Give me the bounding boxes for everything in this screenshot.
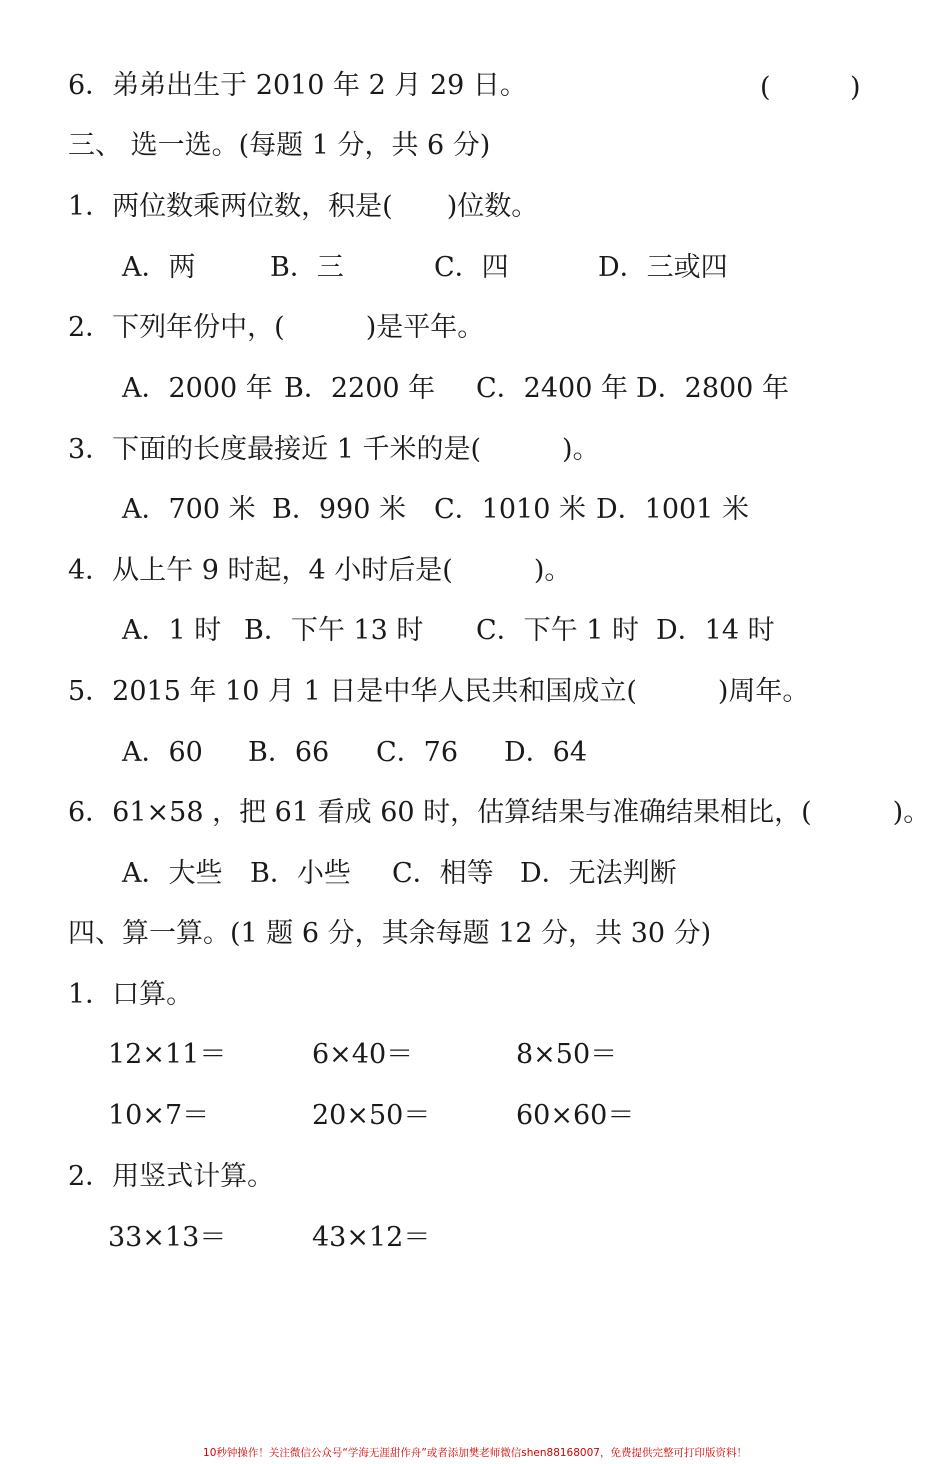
calc-question-2-label: 2．用竖式计算。 (68, 1161, 275, 1192)
choice-question-4: 4．从上午 9 时起，4 小时后是( )。 (68, 555, 572, 586)
promo-footer: 10秒钟操作！关注微信公众号“学海无涯甜作舟”或者添加樊老师微信shen88168007，免费提供完整可打印版资料！ (203, 1447, 747, 1459)
choice-option: A．1 时 (122, 615, 222, 646)
choice-option: B．2200 年 (284, 373, 436, 404)
mental-math-item: 10×7＝ (108, 1100, 210, 1131)
choice-option: A．60 (122, 737, 203, 768)
choice-question-6: 6．61×58 ，把 61 看成 60 时，估算结果与准确结果相比，( )。 (68, 797, 931, 828)
choice-option: B．小些 (250, 858, 351, 889)
choice-option: B．下午 13 时 (244, 615, 424, 646)
choice-option: C．2400 年 (476, 373, 628, 404)
choice-option: B．三 (270, 252, 344, 283)
choice-option: D．64 (504, 737, 588, 768)
choice-question-1: 1．两位数乘两位数，积是( )位数。 (68, 191, 539, 222)
section-3-title: 三、 选一选。(每题 1 分，共 6 分) (68, 130, 491, 161)
choice-option: A．700 米 (122, 494, 256, 525)
mental-math-item: 60×60＝ (516, 1100, 635, 1131)
question-6-birthday: 6．弟弟出生于 2010 年 2 月 29 日。 (68, 70, 527, 101)
calc-question-1-label: 1．口算。 (68, 979, 194, 1010)
choice-option: D．2800 年 (636, 373, 789, 404)
choice-option: A．两 (122, 252, 196, 283)
mental-math-item: 6×40＝ (312, 1039, 414, 1070)
choice-option: B．990 米 (272, 494, 406, 525)
choice-option: D．无法判断 (520, 858, 677, 889)
choice-option: B．66 (248, 737, 330, 768)
choice-option: C．下午 1 时 (476, 615, 640, 646)
choice-option: D．三或四 (598, 252, 728, 283)
choice-option: C．1010 米 (434, 494, 586, 525)
choice-option: C．相等 (392, 858, 494, 889)
section-4-title: 四、算一算。(1 题 6 分，其余每题 12 分，共 30 分) (68, 918, 712, 949)
choice-question-2: 2．下列年份中，( )是平年。 (68, 312, 485, 343)
choice-option: D．14 时 (656, 615, 775, 646)
choice-option: D．1001 米 (596, 494, 749, 525)
answer-paren-open: ( (760, 72, 771, 103)
choice-question-5: 5．2015 年 10 月 1 日是中华人民共和国成立( )周年。 (68, 676, 810, 707)
vertical-calc-item: 33×13＝ (108, 1222, 227, 1253)
mental-math-item: 20×50＝ (312, 1100, 431, 1131)
choice-option: C．四 (434, 252, 509, 283)
choice-question-3: 3．下面的长度最接近 1 千米的是( )。 (68, 434, 600, 465)
mental-math-item: 8×50＝ (516, 1039, 618, 1070)
choice-option: A．大些 (122, 858, 223, 889)
vertical-calc-item: 43×12＝ (312, 1222, 431, 1253)
mental-math-item: 12×11＝ (108, 1039, 227, 1070)
choice-option: C．76 (376, 737, 459, 768)
answer-paren-close: ) (850, 72, 861, 103)
choice-option: A．2000 年 (122, 373, 273, 404)
